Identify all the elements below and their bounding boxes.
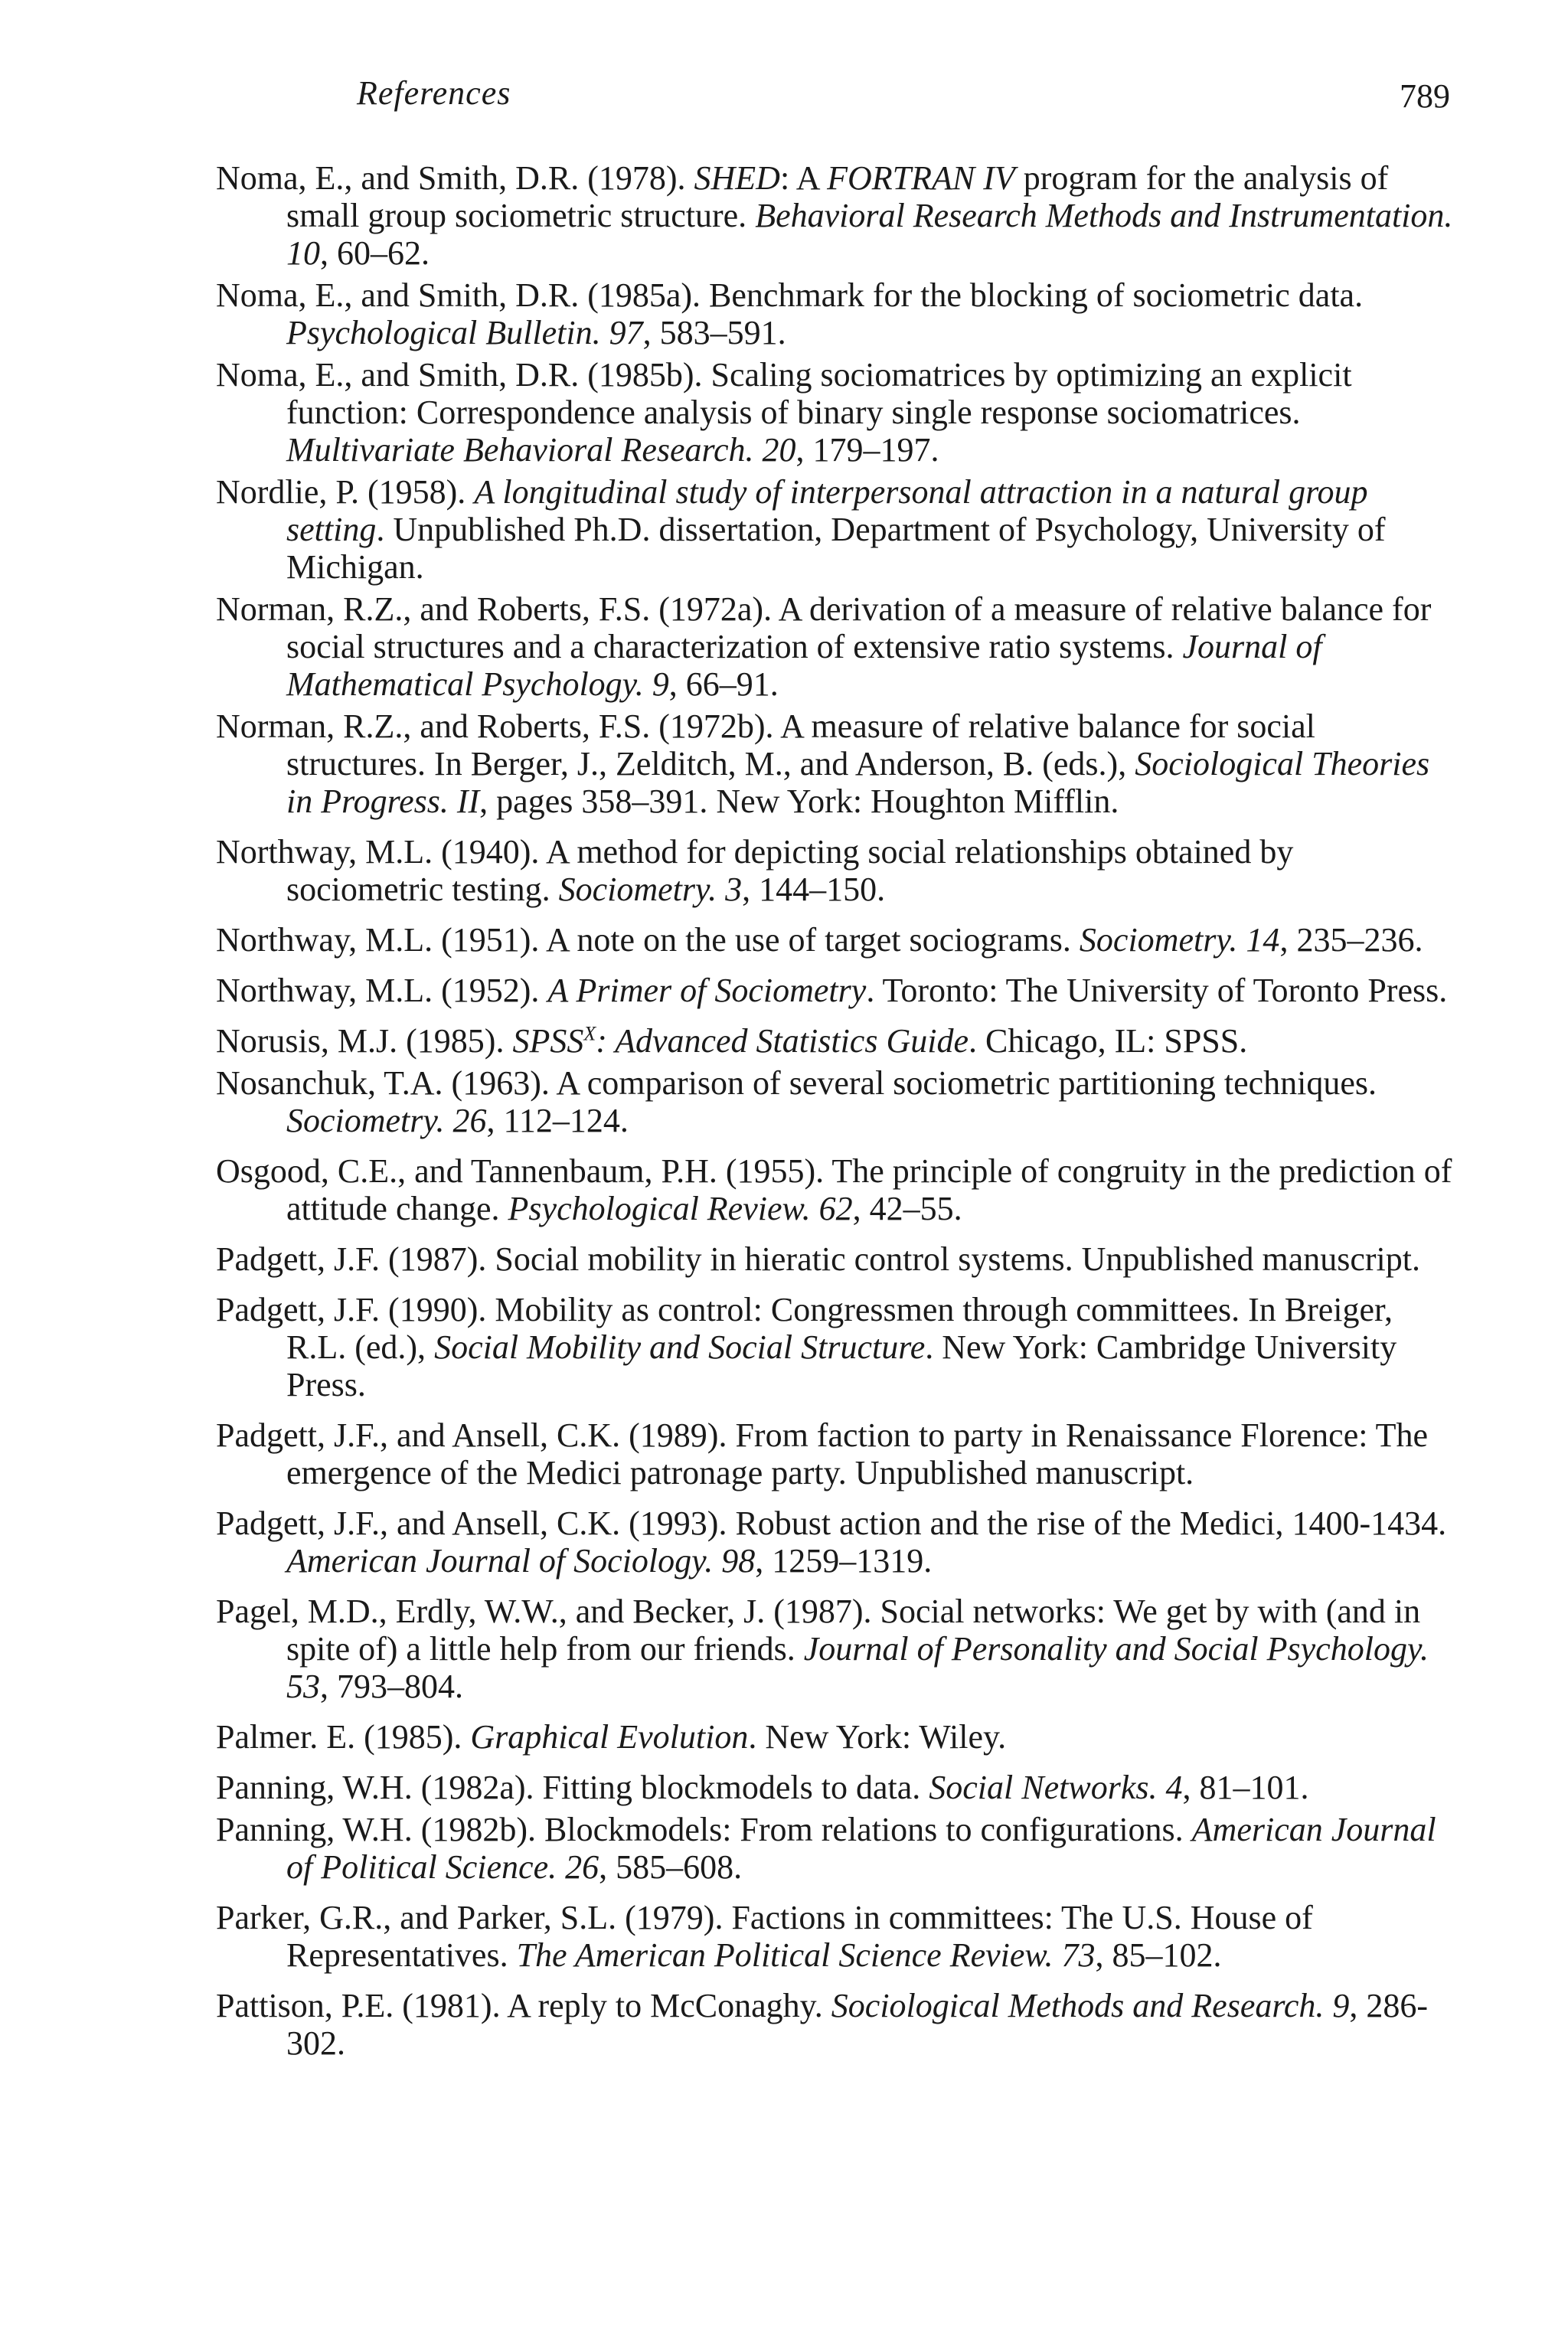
reference-entry: Pattison, P.E. (1981). A reply to McConaghy. Sociological Methods and Research. 9, 286-302. [216, 1987, 1429, 2062]
reference-entry: Parker, G.R., and Parker, S.L. (1979). Factions in committees: The U.S. House of Representatives. The American Political Science Review. 73, 85–102. [216, 1899, 1313, 1974]
reference-entry: Northway, M.L. (1951). A note on the use of target sociograms. Sociometry. 14, 235–236. [216, 921, 1423, 959]
reference-entry: Norusis, M.J. (1985). $SPSS^X$: Advanced Statistics Guide. Chicago, IL: SPSS. [216, 1022, 1248, 1060]
reference-entry: Noma, E., and Smith, D.R. (1985b). Scaling sociomatrices by optimizing an explicit function: Correspondence analysis of binary single response sociomatrices. Multivariate Behavioral Research. 20, 179–197. [216, 356, 1352, 469]
reference-entry: Nosanchuk, T.A. (1963). A comparison of several sociometric partitioning techniques. Sociometry. 26, 112–124. [216, 1064, 1377, 1139]
reference-entry: Northway, M.L. (1952). A Primer of Sociometry. Toronto: The University of Toronto Press. [216, 972, 1448, 1009]
reference-entry: Norman, R.Z., and Roberts, F.S. (1972a). A derivation of a measure of relative balance for social structures and a characterization of extensive ratio systems. Journal of Mathematical Psychology. 9, 66–91. [216, 590, 1432, 703]
reference-entry: Nordlie, P. (1958). A longitudinal study of interpersonal attraction in a natural group setting. Unpublished Ph.D. dissertation, Department of Psychology, University of Michigan. [216, 473, 1386, 586]
reference-entry: Padgett, J.F., and Ansell, C.K. (1993). Robust action and the rise of the Medici, 1400-1434. American Journal of Sociology. 98, 1259–1319. [216, 1505, 1447, 1580]
reference-entry: Panning, W.H. (1982b). Blockmodels: From relations to configurations. American Journal of Political Science. 26, 585–608. [216, 1811, 1436, 1886]
reference-entry: Northway, M.L. (1940). A method for depicting social relationships obtained by sociometric testing. Sociometry. 3, 144–150. [216, 833, 1294, 908]
page-number: 789 [1400, 77, 1450, 115]
reference-entry: Noma, E., and Smith, D.R. (1985a). Benchmark for the blocking of sociometric data. Psychological Bulletin. 97, 583–591. [216, 276, 1364, 351]
running-head: References [357, 74, 511, 112]
reference-entry: Padgett, J.F., and Ansell, C.K. (1989). From faction to party in Renaissance Florence: The emergence of the Medici patronage party. Unpublished manuscript. [216, 1416, 1429, 1491]
reference-entry: Padgett, J.F. (1987). Social mobility in hieratic control systems. Unpublished manuscript. [216, 1240, 1420, 1278]
reference-list [216, 159, 1456, 2066]
reference-entry: Padgett, J.F. (1990). Mobility as control: Congressmen through committees. In Breiger, R.L. (ed.), Social Mobility and Social Structure. New York: Cambridge University Press. [216, 1291, 1397, 1403]
reference-entry: Palmer. E. (1985). Graphical Evolution. New York: Wiley. [216, 1718, 1007, 1756]
reference-entry: Pagel, M.D., Erdly, W.W., and Becker, J. (1987). Social networks: We get by with (and in spite of) a little help from our friends. Journal of Personality and Social Psychology. 53, 793–804. [216, 1593, 1429, 1705]
reference-entry: Panning, W.H. (1982a). Fitting blockmodels to data. Social Networks. 4, 81–101. [216, 1769, 1309, 1806]
page-header [0, 0, 1568, 153]
reference-entry: Noma, E., and Smith, D.R. (1978). SHED: A FORTRAN IV program for the analysis of small group sociometric structure. Behavioral Research Methods and Instrumentation. 10, 60–62. [216, 159, 1453, 272]
reference-entry: Osgood, C.E., and Tannenbaum, P.H. (1955). The principle of congruity in the prediction of attitude change. Psychological Review. 62, 42–55. [216, 1152, 1452, 1227]
reference-entry: Norman, R.Z., and Roberts, F.S. (1972b). A measure of relative balance for social structures. In Berger, J., Zelditch, M., and Anderson, B. (eds.), Sociological Theories in Progress. II, pages 358–391. New York: Houghton Mifflin. [216, 707, 1430, 820]
